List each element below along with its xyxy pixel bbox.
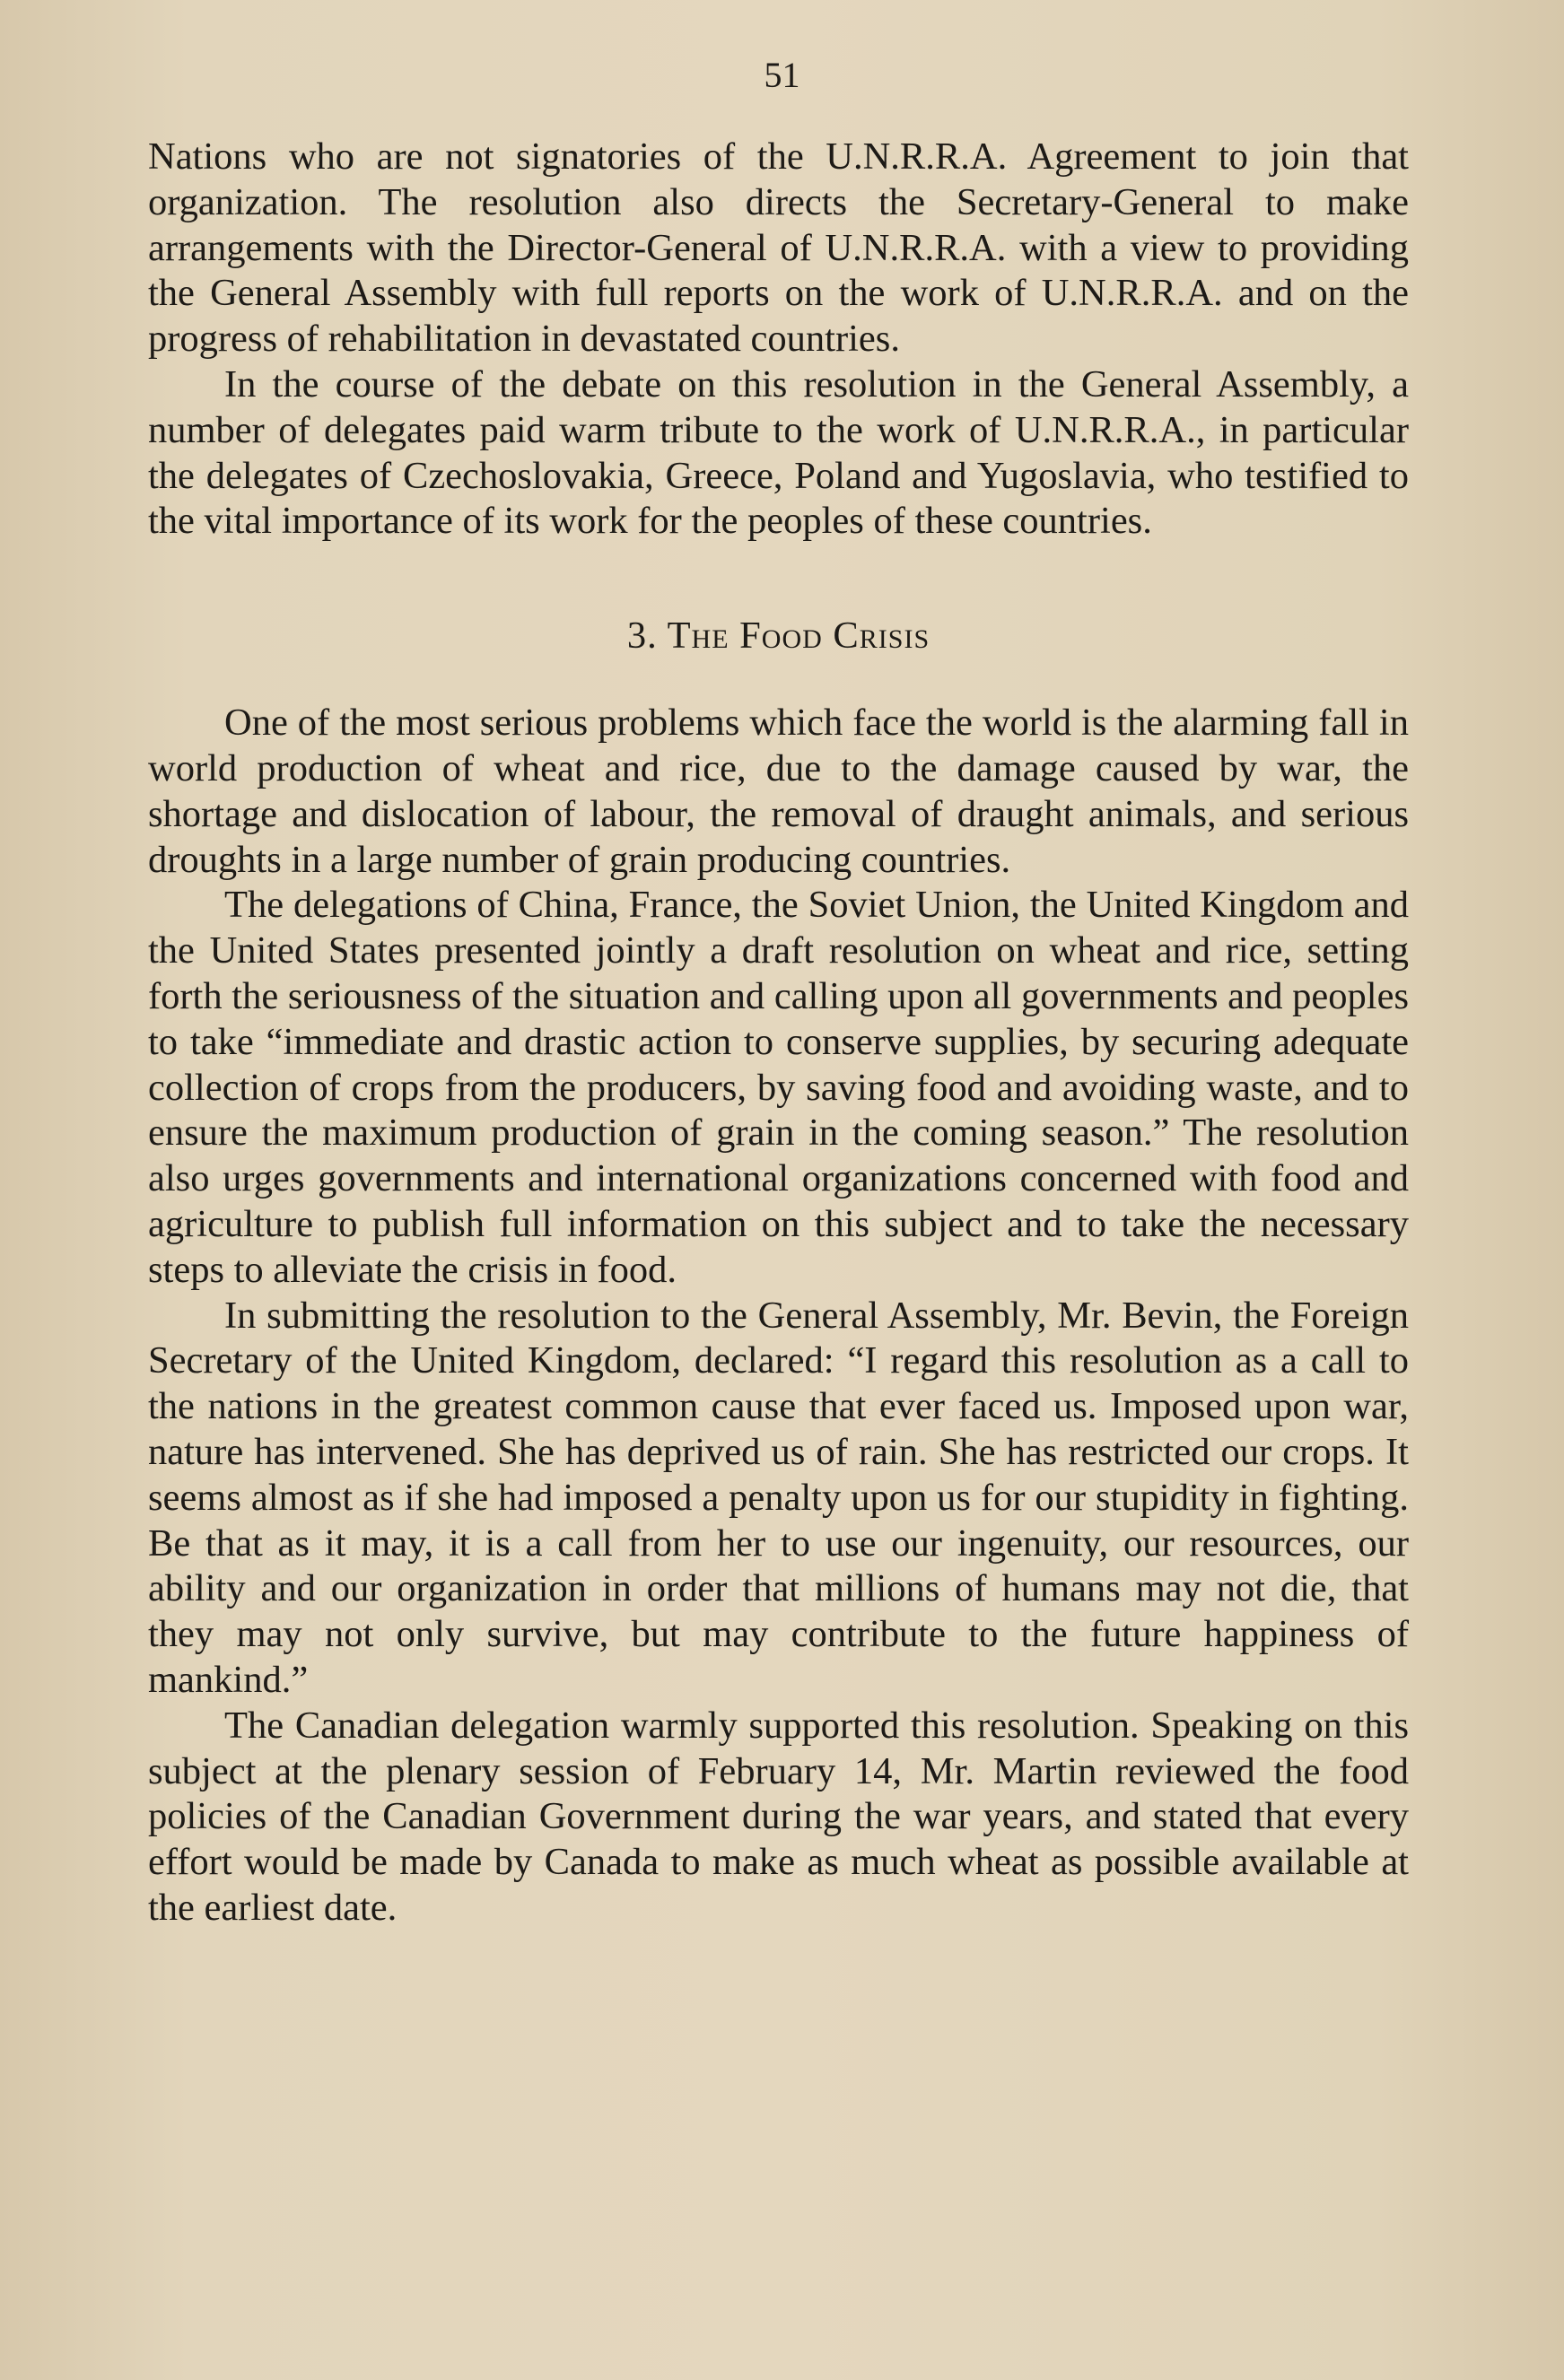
page-number: 51 <box>764 55 800 95</box>
paragraph-draft-resolution: The delegations of China, France, the Soviet Union, the United Kingdom and the United States presented jointly a draft resolution on wheat and rice, setting forth the seriousness of the situation and calling upon all governments and peoples to take “immediate and drastic action to conserve supplies, by securing adequate collection of crops from the producers, by saving food and avoiding waste, and to ensure the maximum production of grain in the coming season.” The resolution also urges governments and international organizations concerned with food and agriculture to publish full information on this subject and to take the necessary steps to alleviate the crisis in food. <box>148 884 1409 1291</box>
paragraph-bevin-quote: In submitting the resolution to the General Assembly, Mr. Bevin, the Foreign Secretary of the United Kingdom, declared: “I regard this resolution as a call to the nations in the greatest common cause that ever faced us. Imposed upon war, nature has intervened. She has deprived us of rain. She has restricted our crops. It seems almost as if she had imposed a penalty upon us for our stupidity in fighting. Be that as it may, it is a call from her to use our ingenuity, our resources, our ability and our organization in order that millions of humans may not die, that they may not only survive, but may contribute to the future happiness of mankind.” <box>148 1294 1409 1701</box>
paragraph-unrra-resolution: Nations who are not signatories of the U.N.R.R.A. Agreement to join that organization. The resolution also directs the Secretary-General to make arrangements with the Director-General of U.N.R.R.A. with a view to providing the General Assembly with full reports on the work of U.N.R.R.A. and on the progress of rehabilitation in devastated countries. <box>148 135 1409 361</box>
paragraph-food-problems: One of the most serious problems which face the world is the alarming fall in world production of wheat and rice, due to the damage caused by war, the shortage and dislocation of labour, the removal of draught animals, and serious droughts in a large number of grain producing countries. <box>148 702 1409 881</box>
section-heading: 3. The Food Crisis <box>626 615 931 658</box>
paragraph-unrra-debate: In the course of the debate on this resolution in the General Assembly, a number of delegates paid warm tribute to the work of U.N.R.R.A., in particular the delegates of Czechoslovakia, Greece, Poland and Yugoslavia, who testified to the vital importance of its work for the peoples of these countries. <box>148 362 1409 543</box>
body-text <box>148 135 1409 1931</box>
paragraph-canadian-delegation: The Canadian delegation warmly supported this resolution. Speaking on this subject at the plenary session of February 14, Mr. Martin reviewed the food policies of the Canadian Government during the war years, and stated that every effort would be made by Canada to make as much wheat as possible available at the earliest date. <box>148 1704 1409 1929</box>
